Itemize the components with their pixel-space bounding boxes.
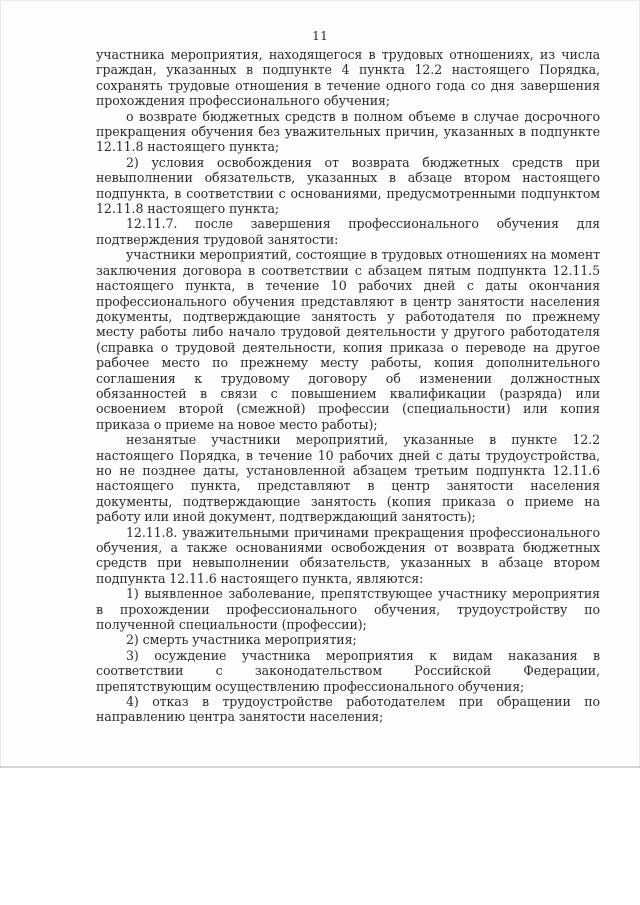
paragraph: 12.11.8. уважительными причинами прекращения профессионального обучения, а также основаниями освобождения от возврата бюджетных средств при невыполнении обязательств, указанных в абзаце втором подпункта 12.11.6 настоящего пункта, являются: <box>96 524 600 586</box>
document-body <box>96 47 600 725</box>
paragraph: участники мероприятий, состоящие в трудовых отношениях на момент заключения договора в соответствии с абзацем пятым подпункта 12.11.5 настоящего пункта, в течение 10 рабочих дней с даты окончания профессионального обучения представляют в центр занятости населения документы, подтверждающие занятость у работодателя по прежнему месту работы либо начало трудовой деятельности у другого работодателя (справка о трудовой деятельности, копия приказа о переводе на другое рабочее место по прежнему месту работы, копия дополнительного соглашения к трудовому договору об изменении должностных обязанностей в связи с повышением квалификации (разряда) или освоением второй (смежной) профессии (специальности) или копия приказа о приеме на новое место работы); <box>96 247 600 432</box>
page-number: 11 <box>312 28 328 43</box>
paragraph: 2) смерть участника мероприятия; <box>126 632 357 648</box>
paragraph: участника мероприятия, находящегося в трудовых отношениях, из числа граждан, указанных в подпункте 4 пункта 12.2 настоящего Порядка, сохранять трудовые отношения в течение одного года со дня завершения прохождения профессионального обучения; <box>96 47 600 109</box>
paragraph: 4) отказ в трудоустройстве работодателем при обращении по направлению центра занятости населения; <box>96 694 600 725</box>
paragraph: 2) условия освобождения от возврата бюджетных средств при невыполнении обязательств, указанных в абзаце втором настоящего подпункта, в соответствии с основаниями, предусмотренными подпунктом 12.11.8 настоящего пункта; <box>96 154 600 217</box>
paragraph: 3) осуждение участника мероприятия к видам наказания в соответствии с законодательством Российской Федерации, препятствующим осуществлению профессионального обучения; <box>96 647 600 694</box>
paragraph: о возврате бюджетных средств в полном объеме в случае досрочного прекращения обучения без уважительных причин, указанных в подпункте 12.11.8 настоящего пункта; <box>96 108 600 155</box>
paragraph: 1) выявленное заболевание, препятствующее участнику мероприятия в прохождении профессионального обучения, трудоустройству по полученной специальности (профессии); <box>96 586 600 633</box>
paragraph: незанятые участники мероприятий, указанные в пункте 12.2 настоящего Порядка, в течение 10 рабочих дней с даты трудоустройства, но не позднее даты, установленной абзацем третьим подпункта 12.11.6 настоящего пункта, представляют в центр занятости населения документы, подтверждающие занятость (копия приказа о приеме на работу или иной документ, подтверждающий занятость); <box>96 432 600 525</box>
paragraph: 12.11.7. после завершения профессионального обучения для подтверждения трудовой занятости: <box>96 216 600 247</box>
